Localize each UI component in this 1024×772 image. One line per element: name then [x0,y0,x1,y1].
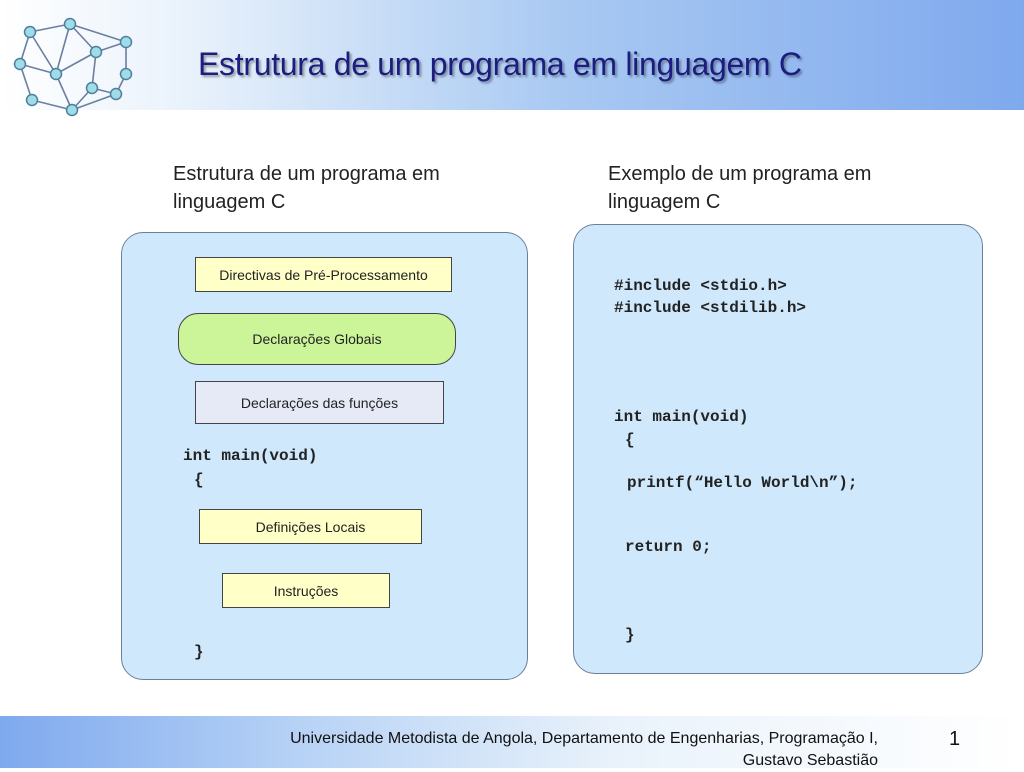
main-signature: int main(void) [183,447,318,465]
locals-block: Definições Locais [199,509,422,544]
footer-credits [178,728,878,772]
structure-panel [121,232,528,680]
example-panel [573,224,983,674]
open-brace: { [194,471,204,489]
right-column-heading: Exemplo de um programa em linguagem C [608,163,872,213]
preprocessor-block: Directivas de Pré-Processamento [195,257,452,292]
globals-block: Declarações Globais [178,313,456,365]
slide-title: Estrutura de um programa em linguagem C [198,46,802,82]
functions-block: Declarações das funções [195,381,444,424]
left-column-heading: Estrutura de um programa em linguagem C [173,163,440,213]
close-brace-example: } [625,626,635,644]
network-graph-icon [8,10,138,120]
footer-line-2: Gustavo Sebastião [742,752,878,769]
include-line-1: #include <stdio.h> [614,277,787,295]
main-signature-example: int main(void) [614,408,749,426]
return-line: return 0; [625,538,712,556]
slide-number: 1 [949,728,961,750]
close-brace: } [194,643,204,661]
include-line-2: #include <stdilib.h> [614,299,807,317]
instructions-block: Instruções [222,573,390,608]
printf-line: printf(“Hello World\n”); [627,474,858,492]
open-brace-example: { [625,431,635,449]
footer-line-1: Universidade Metodista de Angola, Departamento de Engenharias, Programação I, [290,730,878,747]
